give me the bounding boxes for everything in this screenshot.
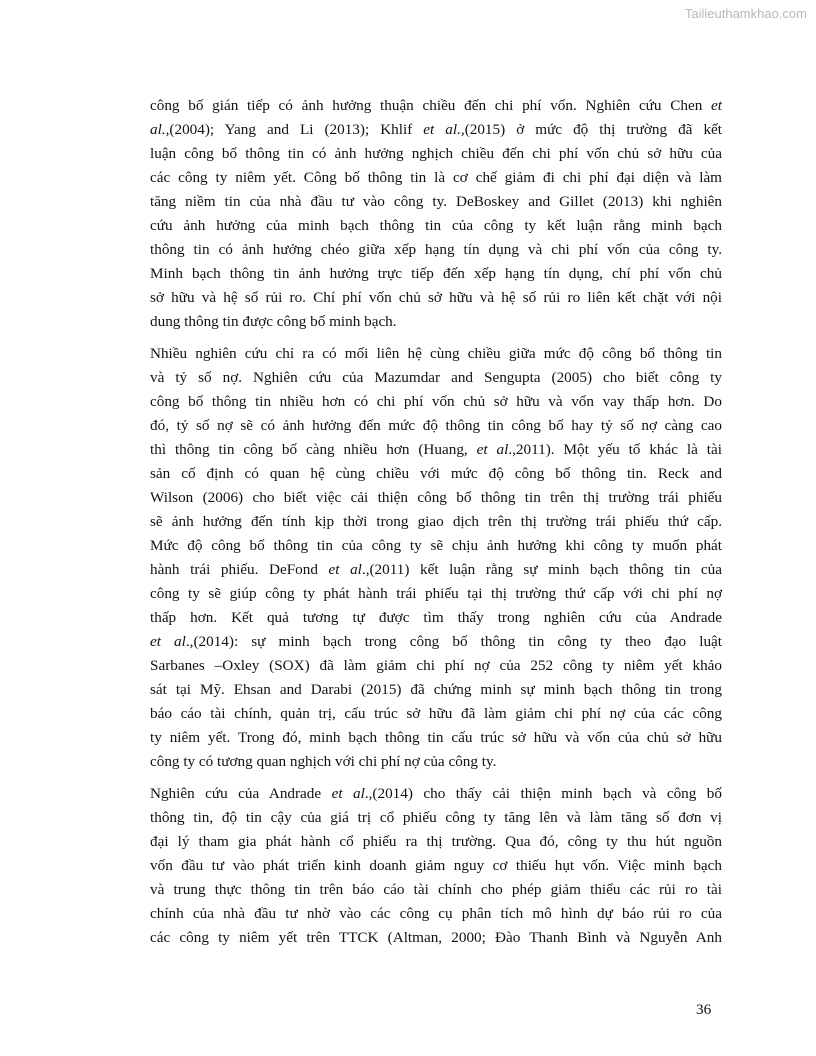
- text-line: công ty sẽ giúp công ty phát hành trái phiếu tại thị trường thứ cấp với chi phí nợ: [150, 585, 722, 602]
- text-line: sẽ ảnh hưởng đến tính kịp thời trong giao dịch trên thị trường trái phiếu thứ cấp.: [150, 513, 722, 530]
- site-watermark: Tailieuthamkhao.com: [684, 6, 807, 21]
- page-number: 36: [696, 1001, 712, 1018]
- italic-text: et al: [476, 441, 509, 458]
- text-line: Mức độ công bố thông tin của công ty sẽ chịu ảnh hưởng khi công ty muốn phát: [150, 537, 722, 554]
- text-line: chính của nhà đầu tư nhờ vào các công cụ phân tích mô hình dự báo rủi ro của: [150, 905, 722, 922]
- text-line: Nghiên cứu của Andrade et al.,(2014) cho thấy cải thiện minh bạch và công bố: [150, 785, 722, 802]
- text-line: Wilson (2006) cho biết việc cải thiện công bố thông tin trên thị trường trái phiếu: [150, 489, 722, 506]
- italic-text: et al: [150, 633, 186, 650]
- paragraph-share-value: [150, 782, 722, 950]
- text-line: Sarbanes –Oxley (SOX) đã làm giảm chi phí nợ của 252 công ty niêm yết khảo: [150, 657, 722, 674]
- italic-text: et al.,: [423, 121, 465, 138]
- text-line: sản cố định có quan hệ cùng chiều với mức độ công bố thông tin. Reck and: [150, 465, 722, 482]
- text-line: sát tại Mỹ. Ehsan and Darabi (2015) đã chứng minh sự minh bạch thông tin trong: [150, 681, 722, 698]
- text-line: đại lý tham gia phát hành cổ phiếu ra thị trường. Qua đó, công ty thu hút nguồn: [150, 833, 722, 850]
- text-line: thấp hơn. Kết quả tương tự được tìm thấy trong nghiên cứu của Andrade: [150, 609, 722, 626]
- italic-text: et: [711, 97, 722, 114]
- text-line: công ty có tương quan nghịch với chi phí nợ của công ty.: [150, 753, 497, 770]
- text-line: dung thông tin được công bố minh bạch.: [150, 313, 397, 330]
- text-line: et al.,(2014): sự minh bạch trong công bố thông tin công ty theo đạo luật: [150, 633, 722, 650]
- text-line: đó, tỷ số nợ sẽ có ảnh hưởng đến mức độ thông tin công bố hay tỷ số nợ càng cao: [150, 417, 722, 434]
- text-line: thông tin có ảnh hưởng chéo giữa xếp hạng tín dụng và chi phí vốn của công ty.: [150, 241, 722, 258]
- text-line: al.,(2004); Yang and Li (2013); Khlif et al.,(2015) ở mức độ thị trường đã kết: [150, 121, 722, 138]
- text-line: và trung thực thông tin trên báo cáo tài chính cho phép giảm thiểu các rủi ro tài: [150, 881, 722, 898]
- text-line: báo cáo tài chính, quản trị, cấu trúc sở hữu đã làm giảm chi phí nợ của các công: [150, 705, 722, 722]
- text-line: các công ty niêm yết trên TTCK (Altman, 2000; Đào Thanh Bình và Nguyễn Anh: [150, 929, 722, 946]
- italic-text: et al: [328, 561, 362, 578]
- text-line: công bố thông tin nhiều hơn có chi phí vốn chủ sở hữu và vốn vay thấp hơn. Do: [150, 393, 722, 410]
- text-line: công bố gián tiếp có ảnh hưởng thuận chiều đến chi phí vốn. Nghiên cứu Chen et: [150, 97, 722, 114]
- paragraph-gap: [150, 334, 722, 342]
- paragraph-gap: [150, 774, 722, 782]
- text-line: các công ty niêm yết. Công bố thông tin là cơ chế giảm đi chi phí đại diện và làm: [150, 169, 722, 186]
- text-line: Minh bạch thông tin ảnh hưởng trực tiếp đến xếp hạng tín dụng, chí phí vốn chủ: [150, 265, 722, 282]
- text-line: thì thông tin công bố càng nhiều hơn (Huang, et al.,2011). Một yếu tố khác là tài: [150, 441, 722, 458]
- text-line: vốn đầu tư vào phát triển kinh doanh giảm nguy cơ thiếu hụt vốn. Việc minh bạch: [150, 857, 722, 874]
- paragraph-disclosure-cost-of-capital: [150, 94, 722, 334]
- text-line: hành trái phiếu. DeFond et al.,(2011) kết luận rằng sự minh bạch thông tin của: [150, 561, 722, 578]
- italic-text: al.: [150, 121, 166, 138]
- text-line: sở hữu và hệ số rủi ro. Chí phí vốn chủ sở hữu và hệ số rủi ro liên kết chặt với nội: [150, 289, 722, 306]
- text-line: tăng niềm tin của nhà đầu tư vào công ty. DeBoskey and Gillet (2013) khi nghiên: [150, 193, 722, 210]
- text-line: ty niêm yết. Trong đó, minh bạch thông tin cấu trúc sở hữu và vốn của chủ sở hữu: [150, 729, 722, 746]
- paragraph-debt-ratio: [150, 342, 722, 774]
- italic-text: et al: [331, 785, 365, 802]
- text-line: và tỷ số nợ. Nghiên cứu của Mazumdar and Sengupta (2005) cho biết công ty: [150, 369, 722, 386]
- text-line: luận công bố thông tin có ảnh hưởng nghịch chiều đến chi phí vốn chủ sở hữu của: [150, 145, 722, 162]
- text-line: cứu ảnh hưởng của minh bạch thông tin của công ty kết luận rằng minh bạch: [150, 217, 722, 234]
- text-line: thông tin, độ tin cậy của giá trị cổ phiếu công ty tăng lên và làm tăng số đơn vị: [150, 809, 722, 826]
- page-body: [150, 94, 722, 950]
- text-line: Nhiều nghiên cứu chỉ ra có mối liên hệ cùng chiều giữa mức độ công bố thông tin: [150, 345, 722, 362]
